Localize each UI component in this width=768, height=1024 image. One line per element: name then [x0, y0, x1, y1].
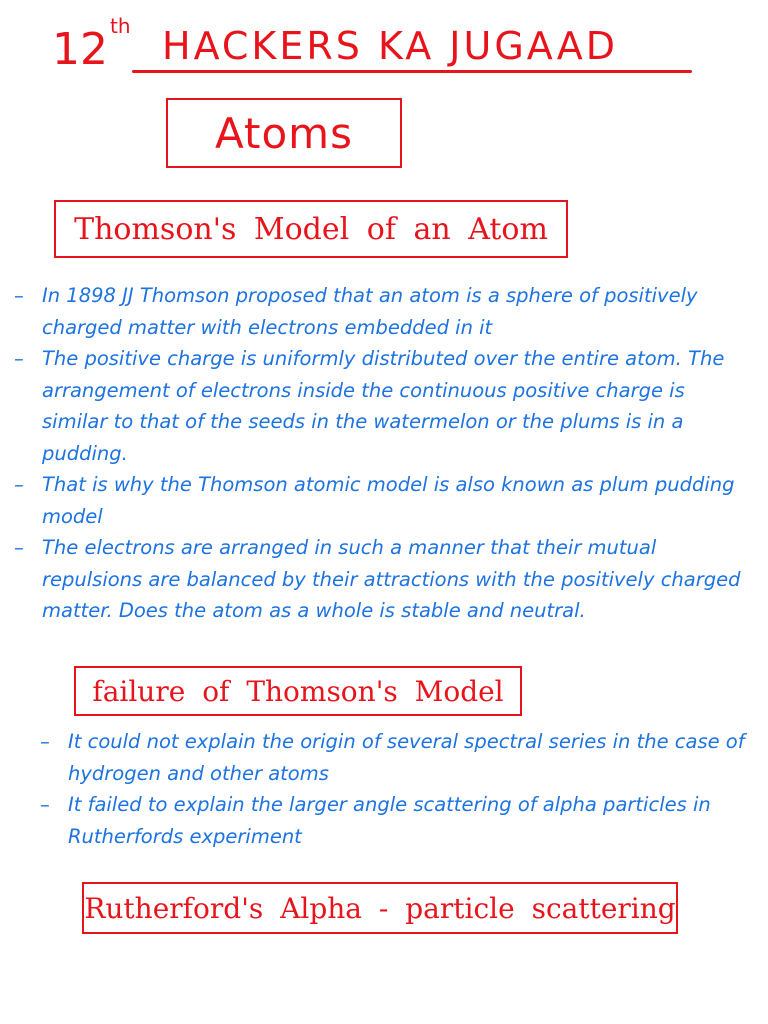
- topic-title-box: [166, 98, 402, 168]
- bullet-text: It failed to explain the larger angle scattering of alpha particles in Rutherfords experiment: [68, 793, 711, 848]
- list-item: [14, 343, 754, 469]
- bullet-text: It could not explain the origin of several spectral series in the case of hydrogen and other atoms: [68, 730, 745, 785]
- thomson-bullet-list: [14, 280, 754, 627]
- topic-title: Atoms: [215, 108, 353, 158]
- bullet-dash: –: [14, 347, 24, 370]
- grade-superscript: th: [110, 14, 131, 38]
- failure-bullet-list: [40, 726, 760, 852]
- grade-number: 12: [52, 24, 108, 75]
- failure-heading: failure of Thomson's Model: [92, 674, 504, 708]
- list-item: [40, 726, 760, 789]
- rutherford-heading: Rutherford's Alpha - particle scattering: [84, 891, 676, 925]
- list-item: [14, 532, 754, 627]
- failure-heading-box: [74, 666, 522, 716]
- thomson-heading-box: [54, 200, 568, 258]
- bullet-text: That is why the Thomson atomic model is also known as plum pudding model: [42, 473, 735, 528]
- page-header: [52, 14, 732, 84]
- bullet-dash: –: [14, 473, 24, 496]
- bullet-dash: –: [40, 730, 50, 753]
- list-item: [14, 280, 754, 343]
- rutherford-heading-box: [82, 882, 678, 934]
- bullet-dash: –: [14, 536, 24, 559]
- header-underline: [132, 70, 692, 73]
- bullet-text: The electrons are arranged in such a manner that their mutual repulsions are balanced by their attractions with the positively charged matter. Does the atom as a whole is stable and neutral.: [42, 536, 741, 622]
- bullet-dash: –: [40, 793, 50, 816]
- bullet-text: In 1898 JJ Thomson proposed that an atom is a sphere of positively charged matter with electrons embedded in it: [42, 284, 698, 339]
- list-item: [14, 469, 754, 532]
- list-item: [40, 789, 760, 852]
- bullet-dash: –: [14, 284, 24, 307]
- brand-title: HACKERS KA JUGAAD: [162, 24, 619, 68]
- bullet-text: The positive charge is uniformly distributed over the entire atom. The arrangement of electrons inside the continuous positive charge is similar to that of the seeds in the watermelon or the plums is in a pudding.: [42, 347, 725, 465]
- thomson-heading: Thomson's Model of an Atom: [74, 211, 548, 247]
